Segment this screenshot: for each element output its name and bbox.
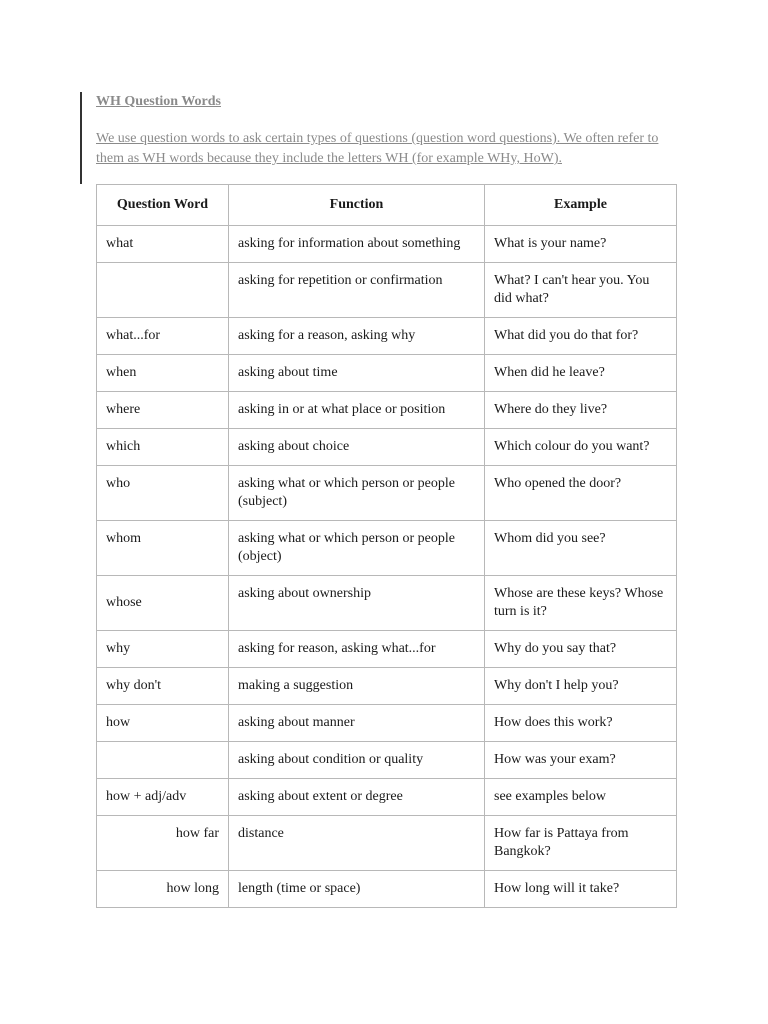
header-example: Example (485, 185, 677, 226)
function-cell: length (time or space) (229, 871, 485, 908)
example-cell: When did he leave? (485, 355, 677, 392)
example-cell: Why don't I help you? (485, 668, 677, 705)
table-row (97, 263, 677, 318)
table-row (97, 705, 677, 742)
table-row (97, 226, 677, 263)
question-word-cell (97, 742, 229, 779)
function-cell: asking in or at what place or position (229, 392, 485, 429)
table-row (97, 466, 677, 521)
document-title: WH Question Words (96, 94, 221, 109)
example-cell: see examples below (485, 779, 677, 816)
function-cell: asking for information about something (229, 226, 485, 263)
example-cell: Which colour do you want? (485, 429, 677, 466)
question-word-cell: whose (97, 576, 229, 631)
table-row (97, 871, 677, 908)
example-cell: Why do you say that? (485, 631, 677, 668)
question-word-cell: how far (97, 816, 229, 871)
table-row (97, 318, 677, 355)
question-word-cell: which (97, 429, 229, 466)
table-row (97, 816, 677, 871)
example-cell: Who opened the door? (485, 466, 677, 521)
table-row (97, 631, 677, 668)
question-word-cell: who (97, 466, 229, 521)
question-word-cell (97, 263, 229, 318)
function-cell: asking about condition or quality (229, 742, 485, 779)
function-cell: asking what or which person or people (subject) (229, 466, 485, 521)
question-word-cell: how + adj/adv (97, 779, 229, 816)
question-word-cell: how (97, 705, 229, 742)
example-cell: How far is Pattaya from Bangkok? (485, 816, 677, 871)
question-word-cell: how long (97, 871, 229, 908)
table-row (97, 429, 677, 466)
function-cell: asking what or which person or people (object) (229, 521, 485, 576)
table-row (97, 668, 677, 705)
table-header-row (97, 185, 677, 226)
function-cell: asking about time (229, 355, 485, 392)
header-question-word: Question Word (97, 185, 229, 226)
intro-paragraph: We use question words to ask certain types of questions (question word questions). We often refer to them as WH words because they include the letters WH (for example WHy, HoW). (96, 131, 659, 166)
function-cell: distance (229, 816, 485, 871)
margin-change-bar (80, 92, 82, 184)
question-word-cell: where (97, 392, 229, 429)
table-row (97, 576, 677, 631)
example-cell: How was your exam? (485, 742, 677, 779)
example-cell: How does this work? (485, 705, 677, 742)
example-cell: Where do they live? (485, 392, 677, 429)
table-row (97, 742, 677, 779)
question-word-cell: when (97, 355, 229, 392)
question-word-cell: what (97, 226, 229, 263)
question-words-table (96, 184, 677, 908)
table-row (97, 355, 677, 392)
function-cell: asking for a reason, asking why (229, 318, 485, 355)
question-word-cell: whom (97, 521, 229, 576)
question-word-cell: why (97, 631, 229, 668)
table-row (97, 392, 677, 429)
example-cell: Whom did you see? (485, 521, 677, 576)
function-cell: asking about manner (229, 705, 485, 742)
question-word-cell: why don't (97, 668, 229, 705)
function-cell: asking for repetition or confirmation (229, 263, 485, 318)
example-cell: What is your name? (485, 226, 677, 263)
header-function: Function (229, 185, 485, 226)
table-row (97, 521, 677, 576)
example-cell: What did you do that for? (485, 318, 677, 355)
example-cell: Whose are these keys? Whose turn is it? (485, 576, 677, 631)
question-word-cell: what...for (97, 318, 229, 355)
function-cell: asking about extent or degree (229, 779, 485, 816)
table-row (97, 779, 677, 816)
function-cell: making a suggestion (229, 668, 485, 705)
example-cell: What? I can't hear you. You did what? (485, 263, 677, 318)
function-cell: asking for reason, asking what...for (229, 631, 485, 668)
function-cell: asking about ownership (229, 576, 485, 631)
function-cell: asking about choice (229, 429, 485, 466)
example-cell: How long will it take? (485, 871, 677, 908)
